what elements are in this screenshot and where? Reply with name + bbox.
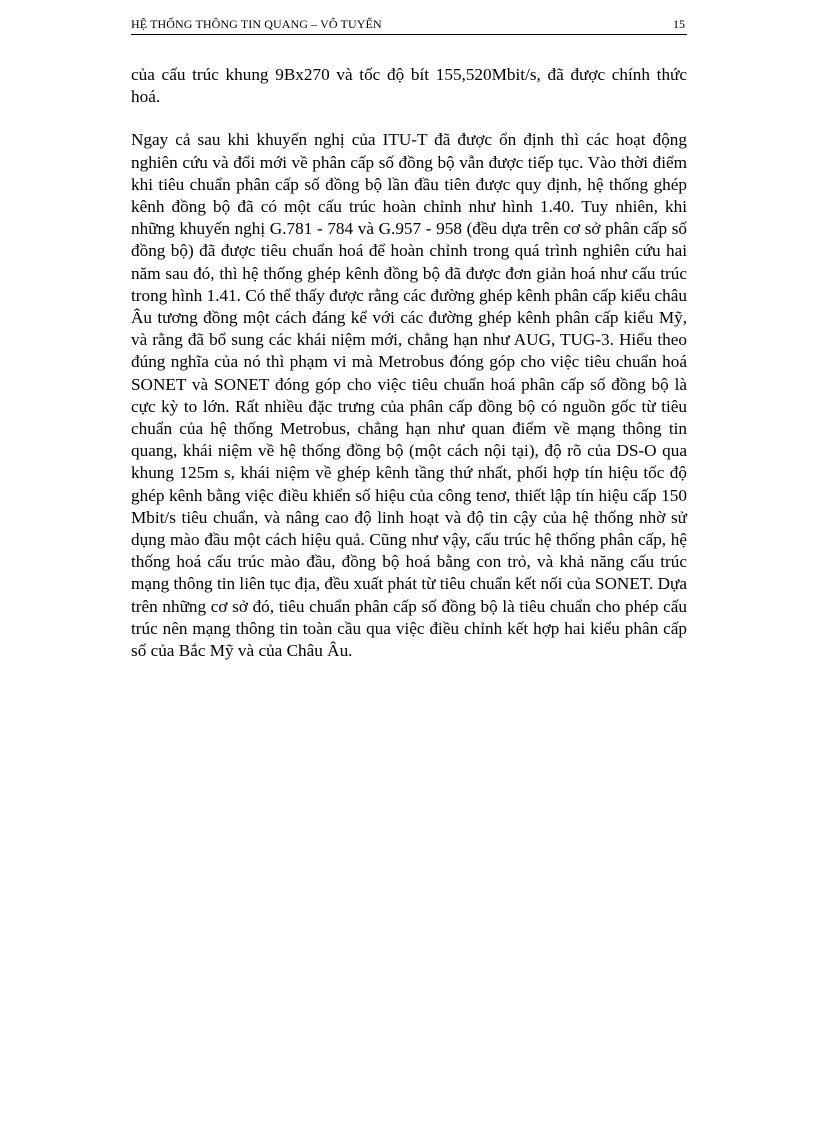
paragraph-main: Ngay cả sau khi khuyến nghị của ITU-T đã được ổn định thì các hoạt động nghiên cứu và đổi mới về phân cấp số đồng bộ vẫn được tiếp tục. Vào thời điểm khi tiêu chuẩn phân cấp số đồng bộ lần đầu tiên được quy định, hệ thống ghép kênh đồng bộ đã có một cấu trúc hoàn chỉnh như hình 1.40. Tuy nhiên, khi những khuyến nghị G.781 - 784 và G.957 - 958 (đều dựa trên cơ sở phân cấp số đồng bộ) đã được tiêu chuẩn hoá để hoàn chỉnh trong quá trình nghiên cứu hai năm sau đó, thì hệ thống ghép kênh đồng bộ đã được đơn giản hoá như cấu trúc trong hình 1.41. Có thể thấy được rằng các đường ghép kênh phân cấp kiểu châu Âu tương đồng một cách đáng kể với các đường ghép kênh phân cấp kiểu Mỹ, và rằng đã bổ sung các khái niệm mới, chẳng hạn như AUG, TUG-3. Hiểu theo đúng nghĩa của nó thì phạm vi mà Metrobus đóng góp cho việc tiêu chuẩn hoá SONET và SONET đóng góp cho việc tiêu chuẩn hoá phân cấp số đồng bộ là cực kỳ to lớn. Rất nhiều đặc trưng của phân cấp đồng bộ có nguồn gốc từ tiêu chuẩn của hệ thống Metrobus, chẳng hạn như quan điểm về mạng thông tin quang, khái niệm về hệ thống đồng bộ (một cách nội tại), độ rõ của DS-O qua khung 125m s, khái niệm về ghép kênh tầng thứ nhất, phối hợp tín hiệu tốc độ ghép kênh bằng việc điều khiển số hiệu của công tenơ, thiết lập tín hiệu cấp 150 Mbit/s tiêu chuẩn, và nâng cao độ linh hoạt và độ tin cậy của hệ thống nhờ sử dụng mào đầu một cách hiệu quả. Cũng như vậy, cấu trúc hệ thống phân cấp, hệ thống hoá cấu trúc mào đầu, đồng bộ hoá bằng con trỏ, và khả năng cấu trúc mạng thông tin liên tục địa, đều xuất phát từ tiêu chuẩn kết nối của SONET. Dựa trên những cơ sở đó, tiêu chuẩn phân cấp số đồng bộ là tiêu chuẩn cho phép cấu trúc nên mạng thông tin toàn cầu qua việc điều chỉnh kết hợp hai kiểu phân cấp số của Bắc Mỹ và của Châu Âu. <box>131 130 687 661</box>
body-text <box>131 64 687 662</box>
paragraph-continuation: của cấu trúc khung 9Bx270 và tốc độ bít 155,520Mbit/s, đã được chính thức hoá. <box>131 65 687 107</box>
page-header <box>131 13 687 35</box>
page-number: 15 <box>673 17 685 31</box>
header-title: HỆ THỐNG THÔNG TIN QUANG – VÔ TUYẾN <box>131 17 382 31</box>
